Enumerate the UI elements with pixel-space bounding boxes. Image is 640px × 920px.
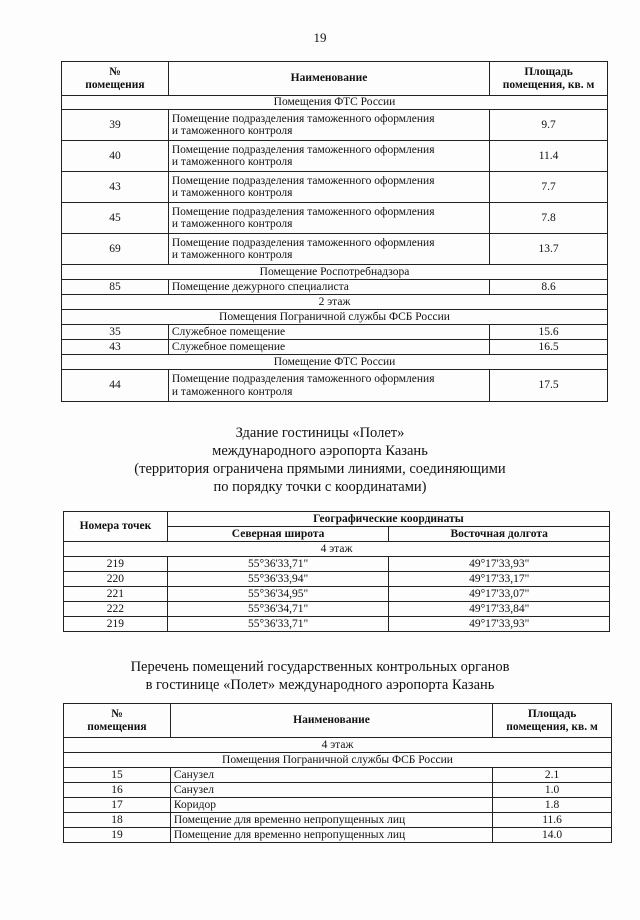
heading-line: в гостинице «Полет» международного аэропорта Казань: [145, 677, 495, 693]
section-heading-premises-list: [0, 658, 640, 694]
room-area: 11.4: [490, 141, 608, 172]
room-area: 13.7: [490, 234, 608, 265]
heading-line: Перечень помещений государственных контрольных органов: [130, 659, 510, 675]
floor-label: 4 этаж: [64, 542, 610, 557]
room-number: 44: [62, 370, 169, 402]
column-header-geo-coordinates: Географические координаты: [167, 512, 609, 527]
column-header-latitude: Северная широта: [167, 527, 389, 542]
point-number: 221: [64, 587, 168, 602]
room-number: 17: [64, 798, 171, 813]
table-header-row: [64, 704, 612, 738]
room-area: 17.5: [490, 370, 608, 402]
column-header-area: Площадь помещения, кв. м: [490, 62, 608, 96]
floor-label: 2 этаж: [62, 295, 608, 310]
table-row: [62, 110, 608, 141]
group-row: [62, 355, 608, 370]
room-number: 16: [64, 783, 171, 798]
room-name: Помещение подразделения таможенного оформления и таможенного контроля: [168, 141, 489, 172]
table-row: [64, 557, 610, 572]
room-name: Служебное помещение: [168, 340, 489, 355]
room-name: Помещение для временно непропущенных лиц: [170, 813, 492, 828]
page-number: 19: [313, 30, 327, 45]
table-row: [62, 141, 608, 172]
group-label: Помещение ФТС России: [62, 355, 608, 370]
room-area: 15.6: [490, 325, 608, 340]
column-header-area: Площадь помещения, кв. м: [493, 704, 612, 738]
room-number: 85: [62, 280, 169, 295]
longitude-value: 49°17'33,17": [389, 572, 610, 587]
room-area: 16.5: [490, 340, 608, 355]
group-row: [62, 295, 608, 310]
table-row: [62, 203, 608, 234]
group-row: [62, 96, 608, 110]
column-header-name: Наименование: [170, 704, 492, 738]
point-number: 222: [64, 602, 168, 617]
table-row: [62, 325, 608, 340]
point-number: 219: [64, 617, 168, 632]
floor-label: 4 этаж: [64, 738, 612, 753]
longitude-value: 49°17'33,07": [389, 587, 610, 602]
room-area: 1.0: [493, 783, 612, 798]
table-row: [62, 280, 608, 295]
table-row: [62, 340, 608, 355]
room-number: 43: [62, 172, 169, 203]
room-area: 9.7: [490, 110, 608, 141]
table-row: [64, 813, 612, 828]
group-row: [62, 310, 608, 325]
table-row: [64, 768, 612, 783]
room-name: Помещение подразделения таможенного оформления и таможенного контроля: [168, 370, 489, 402]
table-row: [64, 617, 610, 632]
longitude-value: 49°17'33,84": [389, 602, 610, 617]
table-row: [64, 602, 610, 617]
room-name: Помещение подразделения таможенного оформления и таможенного контроля: [168, 172, 489, 203]
room-name: Санузел: [170, 783, 492, 798]
room-name: Помещение для временно непропущенных лиц: [170, 828, 492, 843]
heading-line: Здание гостиницы «Полет»: [235, 425, 405, 441]
longitude-value: 49°17'33,93": [389, 617, 610, 632]
room-area: 14.0: [493, 828, 612, 843]
section-heading-hotel-building: [0, 424, 640, 496]
table-row: [64, 572, 610, 587]
group-row: [62, 265, 608, 280]
group-row: [64, 753, 612, 768]
longitude-value: 49°17'33,93": [389, 557, 610, 572]
column-header-number: № помещения: [64, 704, 171, 738]
room-area: 7.8: [490, 203, 608, 234]
latitude-value: 55°36'34,71": [167, 602, 389, 617]
point-number: 219: [64, 557, 168, 572]
heading-line: (территория ограничена прямыми линиями, соединяющими: [134, 461, 506, 477]
group-label: Помещения Пограничной службы ФСБ России: [62, 310, 608, 325]
room-area: 8.6: [490, 280, 608, 295]
room-area: 2.1: [493, 768, 612, 783]
group-label: Помещения ФТС России: [62, 96, 608, 110]
table-row: [62, 234, 608, 265]
table-row: [64, 828, 612, 843]
latitude-value: 55°36'33,71": [167, 557, 389, 572]
point-number: 220: [64, 572, 168, 587]
table-row: [64, 783, 612, 798]
group-label: Помещения Пограничной службы ФСБ России: [64, 753, 612, 768]
table-row: [64, 798, 612, 813]
group-label: Помещение Роспотребнадзора: [62, 265, 608, 280]
room-area: 11.6: [493, 813, 612, 828]
premises-table-hotel: [63, 703, 612, 843]
column-header-longitude: Восточная долгота: [389, 527, 610, 542]
room-number: 35: [62, 325, 169, 340]
latitude-value: 55°36'34,95": [167, 587, 389, 602]
latitude-value: 55°36'33,94": [167, 572, 389, 587]
room-name: Помещение подразделения таможенного оформления и таможенного контроля: [168, 234, 489, 265]
latitude-value: 55°36'33,71": [167, 617, 389, 632]
room-name: Служебное помещение: [168, 325, 489, 340]
table-row: [64, 587, 610, 602]
room-number: 43: [62, 340, 169, 355]
room-number: 39: [62, 110, 169, 141]
room-name: Коридор: [170, 798, 492, 813]
room-area: 7.7: [490, 172, 608, 203]
room-name: Помещение дежурного специалиста: [168, 280, 489, 295]
heading-line: международного аэропорта Казань: [212, 443, 428, 459]
table-header-row: [62, 62, 608, 96]
premises-table-floor1: [61, 61, 608, 402]
room-number: 19: [64, 828, 171, 843]
room-number: 69: [62, 234, 169, 265]
room-number: 18: [64, 813, 171, 828]
room-name: Помещение подразделения таможенного оформления и таможенного контроля: [168, 203, 489, 234]
table-row: [62, 172, 608, 203]
room-number: 45: [62, 203, 169, 234]
group-row: [64, 542, 610, 557]
room-name: Помещение подразделения таможенного оформления и таможенного контроля: [168, 110, 489, 141]
coordinates-table: [63, 511, 610, 632]
group-row: [64, 738, 612, 753]
column-header-name: Наименование: [168, 62, 489, 96]
room-number: 15: [64, 768, 171, 783]
room-name: Санузел: [170, 768, 492, 783]
column-header-number: № помещения: [62, 62, 169, 96]
heading-line: по порядку точки с координатами): [213, 479, 427, 495]
room-area: 1.8: [493, 798, 612, 813]
column-header-point-number: Номера точек: [64, 512, 168, 542]
room-number: 40: [62, 141, 169, 172]
table-row: [62, 370, 608, 402]
